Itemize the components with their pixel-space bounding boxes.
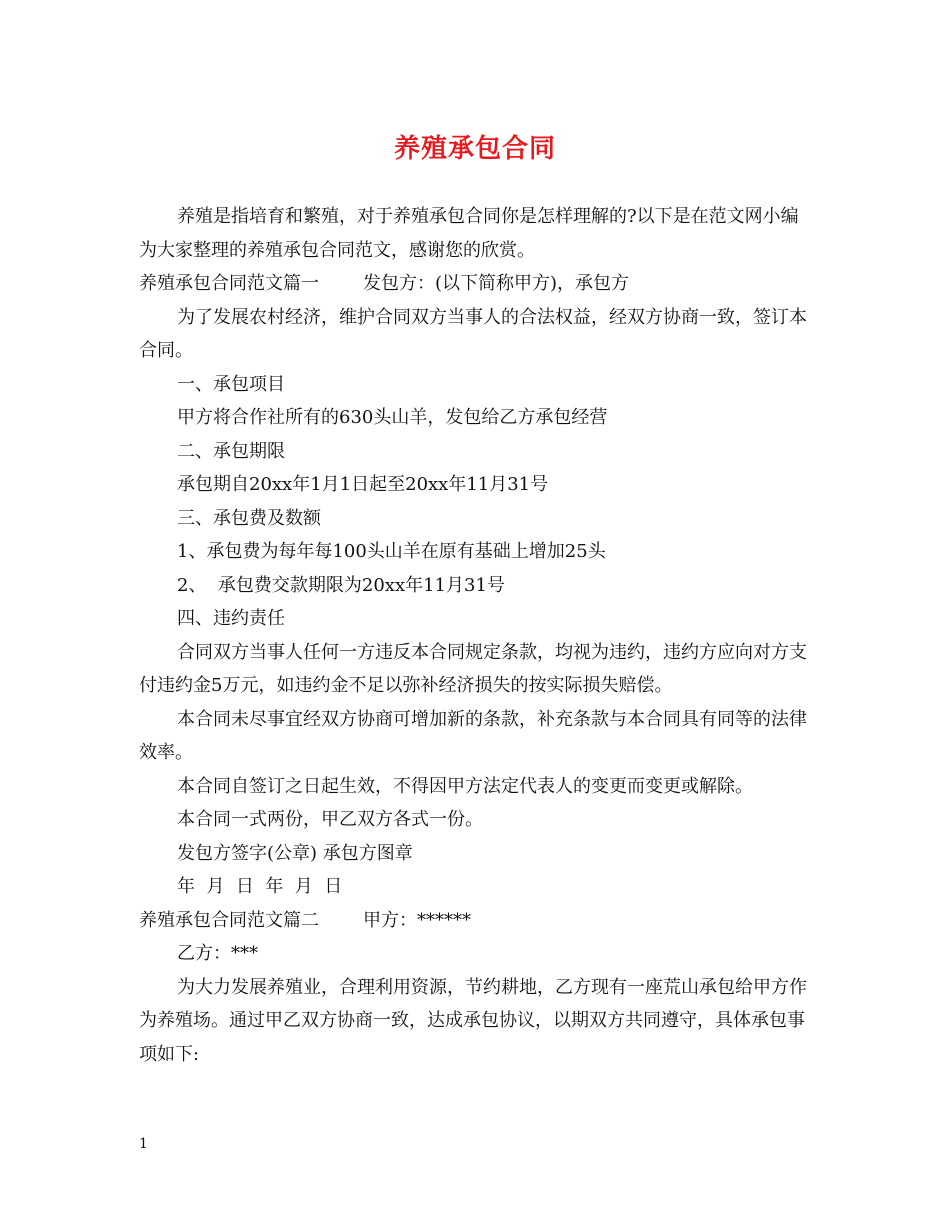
purpose-paragraph: 为了发展农村经济，维护合同双方当事人的合法权益，经双方协商一致，签订本合同。	[139, 306, 807, 361]
clause-heading-fee: 三、承包费及数额	[177, 507, 321, 529]
document-title: 养殖承包合同	[393, 134, 556, 164]
clause-heading-term: 二、承包期限	[177, 440, 285, 462]
clause-text-supplement: 本合同未尽事宜经双方协商可增加新的条款，补充条款与本合同具有同等的法律效率。	[139, 708, 807, 763]
clause-heading-project: 一、承包项目	[177, 373, 285, 395]
clause-text-breach: 合同双方当事人任何一方违反本合同规定条款，均视为违约，违约方应向对方支付违约金5万元，如违约金不足以弥补经济损失的按实际损失赔偿。	[139, 641, 807, 696]
date-line: 年 月 日 年 月 日	[177, 876, 343, 897]
contracting-party-line: 发包方：(以下简称甲方)，承包方	[363, 273, 630, 294]
intro-paragraph: 养殖是指培育和繁殖，对于养殖承包合同你是怎样理解的?以下是在范文网小编为大家整理的养殖承包合同范文，感谢您的欣赏。	[139, 206, 799, 261]
clause-text-copies: 本合同一式两份，甲乙双方各式一份。	[177, 809, 483, 830]
clause-text-project: 甲方将合作社所有的630头山羊，发包给乙方承包经营	[177, 407, 608, 428]
section-heading-sample-one	[139, 267, 815, 301]
clause-text-fee-2: 2、 承包费交款期限为20xx年11月31号	[177, 574, 505, 596]
clause-text-term: 承包期自20xx年1月1日起至20xx年11月31号	[177, 474, 549, 495]
clause-heading-breach: 四、违约责任	[177, 608, 285, 629]
sample-two-label: 养殖承包合同范文篇二	[139, 909, 319, 931]
section-heading-sample-two	[139, 904, 815, 938]
page-number: 1	[139, 1136, 148, 1152]
clause-text-effective: 本合同自签订之日起生效，不得因甲方法定代表人的变更而变更或解除。	[177, 775, 753, 797]
clause-text-fee-1: 1、承包费为每年每100头山羊在原有基础上增加25头	[177, 541, 606, 562]
party-b-line: 乙方：***	[177, 943, 258, 964]
party-a-line: 甲方：******	[363, 909, 471, 931]
document-body	[139, 200, 815, 1071]
sample-one-label: 养殖承包合同范文篇一	[139, 273, 319, 294]
signature-line: 发包方签字(公章) 承包方图章	[177, 842, 413, 864]
agreement-paragraph: 为大力发展养殖业，合理利用资源，节约耕地，乙方现有一座荒山承包给甲方作为养殖场。通过甲乙双方协商一致，达成承包协议，以期双方共同遵守，具体承包事项如下:	[139, 976, 807, 1065]
